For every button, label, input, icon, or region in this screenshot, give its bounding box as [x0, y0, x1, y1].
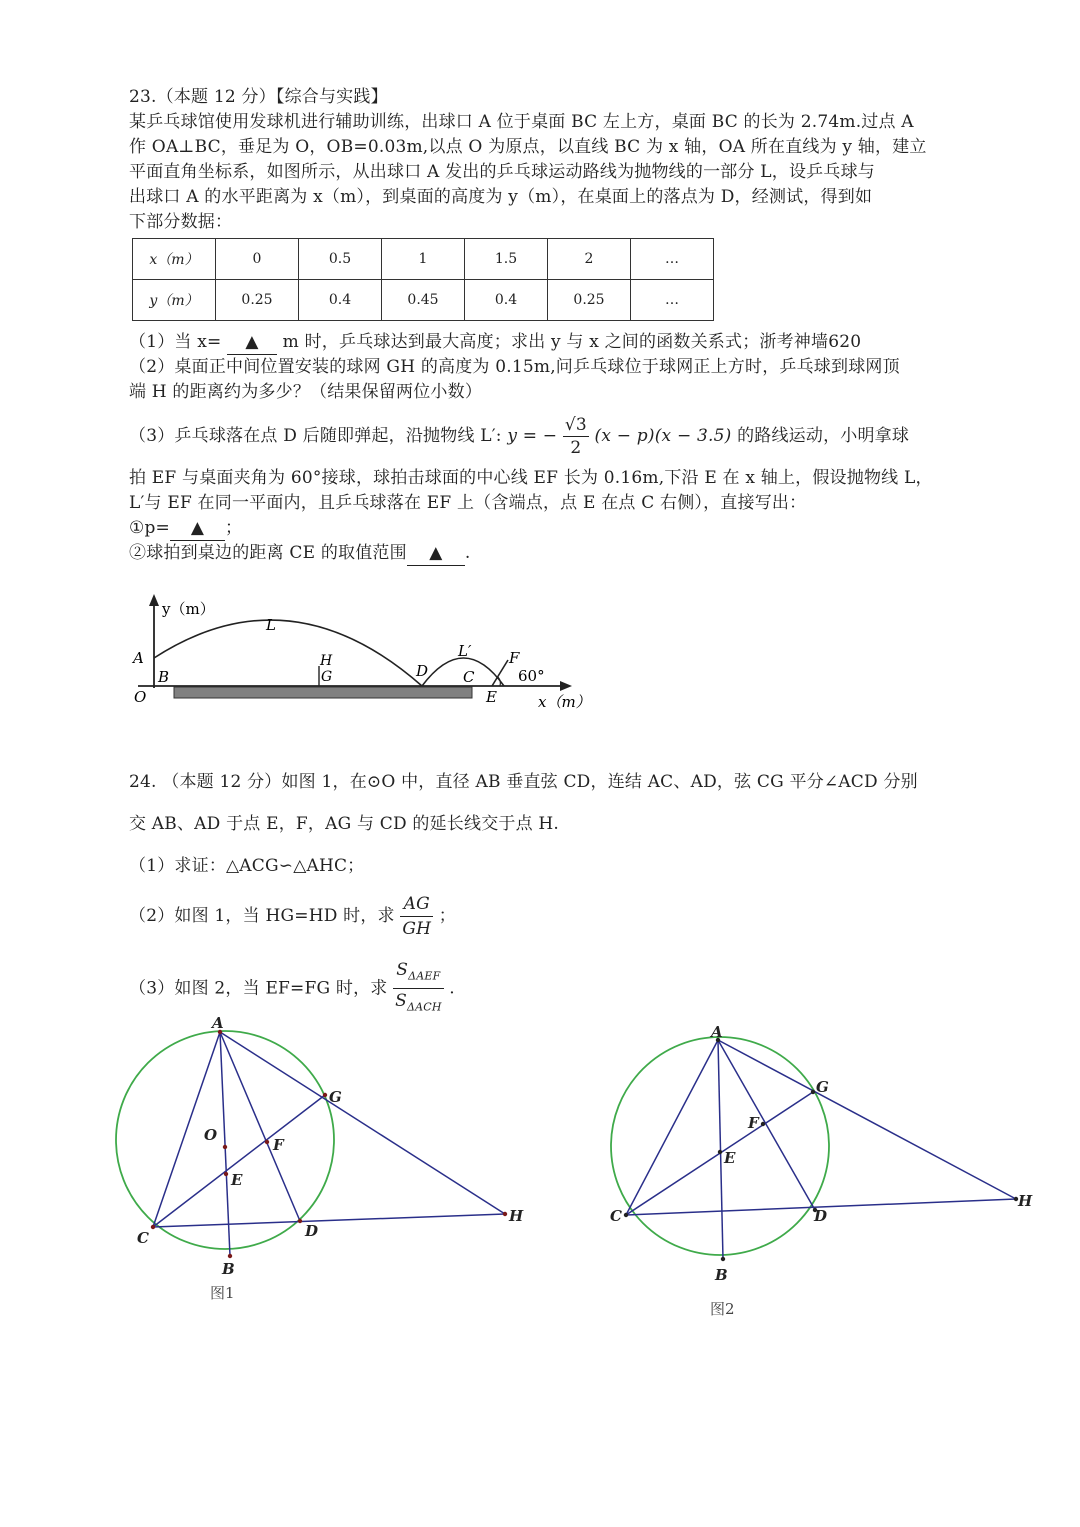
label-D: D	[305, 1222, 319, 1240]
label-C: C	[610, 1207, 622, 1225]
point-C	[151, 1225, 155, 1229]
figure-2-caption: 图2	[710, 1300, 735, 1318]
segment-AB	[220, 1032, 230, 1256]
label-L-prime: L′	[458, 642, 472, 660]
label-D: D	[814, 1207, 828, 1225]
label-A: A	[212, 1014, 224, 1032]
q23-part-1	[129, 330, 861, 355]
label-G: G	[329, 1088, 342, 1106]
segment-AH	[220, 1032, 505, 1214]
table-cell: 0.5	[299, 239, 382, 280]
point-D	[298, 1219, 302, 1223]
label-G: G	[321, 669, 333, 685]
answer-blank[interactable]: ▲	[407, 541, 465, 566]
q23-intro-line-4: 出球口 A 的水平距离为 x（m），到桌面的高度为 y（m），在桌面上的落点为 D，经测试，得到如	[129, 187, 873, 207]
area-subscript: ΔAEF	[408, 969, 441, 983]
label-O: O	[134, 688, 147, 706]
part-3-text-b: .	[449, 978, 455, 999]
q23-intro-line-1: 某乒乓球馆使用发球机进行辅助训练，出球口 A 位于桌面 BC 左上方，桌面 BC 的长为 2.74m.过点 A	[129, 112, 914, 132]
circle-figure-2	[600, 1020, 1050, 1320]
point-O	[223, 1145, 227, 1149]
parabola-L	[154, 620, 422, 686]
segment-AB	[718, 1040, 723, 1259]
part-3-text-b: 的路线运动，小明拿球	[737, 426, 910, 446]
label-H: H	[1018, 1192, 1033, 1210]
part-3-text-a: （3）乒乓球落在点 D 后随即弹起，沿抛物线 L′:	[129, 426, 502, 446]
q24-part-2	[129, 890, 456, 942]
table-cell: …	[631, 280, 714, 321]
q24-line-2: 交 AB、AD 于点 E，F，AG 与 CD 的延长线交于点 H.	[129, 814, 560, 834]
point-E	[224, 1172, 228, 1176]
table-cell: 0.25	[216, 280, 299, 321]
table-cell: 0.25	[548, 280, 631, 321]
q24-line-1: 24. （本题 12 分）如图 1，在⊙O 中，直径 AB 垂直弦 CD，连结 AC、AD，弦 CG 平分∠ACD 分别	[129, 772, 918, 792]
point-G	[323, 1093, 327, 1097]
point-F	[265, 1140, 269, 1144]
q23-heading: 23.（本题 12 分）【综合与实践】	[129, 87, 388, 107]
point-E	[718, 1150, 722, 1154]
segment-AC	[626, 1040, 718, 1215]
equation-fraction	[563, 414, 589, 459]
q23-part-2-line-2: 端 H 的距离约为多少？（结果保留两位小数）	[129, 382, 483, 402]
table-cell: 1.5	[465, 239, 548, 280]
area-subscript: ΔACH	[406, 1000, 442, 1014]
figure-1-caption: 图1	[210, 1284, 235, 1302]
q23-part-3-sub-1	[129, 516, 242, 541]
part-2-text-b: ；	[438, 906, 456, 926]
point-C	[624, 1213, 628, 1217]
q23-intro-line-2: 作 OA⊥BC，垂足为 O，OB=0.03m,以点 O 为原点，以直线 BC 为 x 轴，OA 所在直线为 y 轴，建立	[129, 137, 927, 157]
table-row-label: y（m）	[133, 280, 216, 321]
table-row-y	[133, 280, 714, 321]
table-cell: 0.4	[299, 280, 382, 321]
label-G: G	[816, 1078, 829, 1096]
area-symbol: S	[396, 960, 409, 980]
label-D: D	[416, 662, 429, 680]
point-H	[503, 1212, 507, 1216]
label-B: B	[222, 1260, 235, 1278]
y-axis-label: y（m）	[162, 600, 215, 618]
point-B	[228, 1254, 232, 1258]
q23-part-2-line-1: （2）桌面正中间位置安装的球网 GH 的高度为 0.15m,问乒乓球位于球网正上方时，乒乓球到球网顶	[129, 357, 900, 377]
point-F	[761, 1122, 765, 1126]
label-E: E	[724, 1149, 736, 1167]
table-cell: 0.45	[382, 280, 465, 321]
table-cell: 1	[382, 239, 465, 280]
point-G	[811, 1090, 815, 1094]
ratio-fraction	[400, 892, 433, 941]
q23-part-3-line-1	[129, 412, 909, 460]
fraction-denominator: 2	[570, 438, 582, 458]
part-3-text-a: （3）如图 2，当 EF=FG 时，求	[129, 978, 388, 999]
label-H: H	[509, 1207, 524, 1225]
sub-1-text-a: ①p=	[129, 518, 170, 538]
area-symbol: S	[395, 991, 407, 1012]
fraction-numerator: √3	[564, 415, 587, 435]
part-1-text-a: （1）当 x=	[129, 332, 222, 352]
label-F: F	[509, 649, 520, 667]
segment-CH	[153, 1214, 505, 1227]
label-F: F	[273, 1136, 284, 1154]
table-row-label: x（m）	[133, 239, 216, 280]
q23-intro-line-5: 下部分数据：	[129, 212, 233, 232]
label-E: E	[231, 1171, 243, 1189]
label-L: L	[266, 616, 276, 634]
q23-intro-line-3: 平面直角坐标系，如图所示，从出球口 A 发出的乒乓球运动路线为抛物线的一部分 L，设乒乓球与	[129, 162, 875, 182]
part-2-text-a: （2）如图 1，当 HG=HD 时，求	[129, 906, 395, 926]
answer-blank[interactable]: ▲	[227, 330, 277, 355]
table-cell: 0.4	[465, 280, 548, 321]
table-cell: 0	[216, 239, 299, 280]
trajectory-figure	[120, 590, 610, 720]
label-A: A	[711, 1023, 723, 1041]
label-B: B	[715, 1266, 728, 1284]
fraction-numerator: AG	[400, 892, 433, 917]
label-C: C	[137, 1229, 149, 1247]
part-1-text-b: m 时，乒乓球达到最大高度；求出 y 与 x 之间的函数关系式；浙考神墙620	[282, 332, 862, 352]
equation-lhs: y = −	[507, 426, 558, 446]
table-row-x	[133, 239, 714, 280]
label-F: F	[748, 1114, 759, 1132]
y-axis-arrow	[149, 594, 159, 606]
segment-AD	[220, 1032, 300, 1221]
answer-blank[interactable]: ▲	[170, 516, 225, 541]
sub-2-text-b: .	[464, 543, 471, 563]
sub-2-text-a: ②球拍到桌边的距离 CE 的取值范围	[129, 543, 407, 563]
q23-part-3-line-2: 拍 EF 与桌面夹角为 60°接球，球拍击球面的中心线 EF 长为 0.16m,下沿 E 在 x 轴上，假设抛物线 L，	[129, 468, 933, 488]
label-A: A	[133, 649, 144, 667]
fraction-denominator: GH	[402, 919, 432, 939]
q23-part-3-line-3: L′与 EF 在同一平面内，且乒乓球落在 EF 上（含端点，点 E 在点 C 右侧），直接写出：	[129, 493, 807, 513]
table-rect	[174, 687, 472, 698]
table-cell: 2	[548, 239, 631, 280]
x-axis-arrow	[560, 681, 572, 691]
label-H: H	[320, 653, 333, 669]
q24-part-1: （1）求证：△ACG∽△AHC；	[129, 856, 365, 876]
label-C: C	[463, 668, 475, 686]
angle-arc	[498, 677, 500, 686]
equation-rhs: (x − p)(x − 3.5)	[594, 426, 732, 446]
data-table	[132, 238, 714, 321]
label-B: B	[158, 668, 170, 686]
q23-part-3-sub-2	[129, 541, 470, 566]
x-axis-label: x（m）	[538, 693, 591, 711]
circle-figure-1	[100, 1010, 540, 1310]
label-O: O	[204, 1126, 218, 1144]
segment-CG	[153, 1095, 325, 1227]
point-B	[721, 1257, 725, 1261]
label-E: E	[486, 688, 497, 706]
table-cell: …	[631, 239, 714, 280]
sub-1-text-b: ；	[224, 518, 243, 538]
angle-label: 60°	[518, 667, 545, 685]
fraction-numerator	[393, 958, 444, 989]
